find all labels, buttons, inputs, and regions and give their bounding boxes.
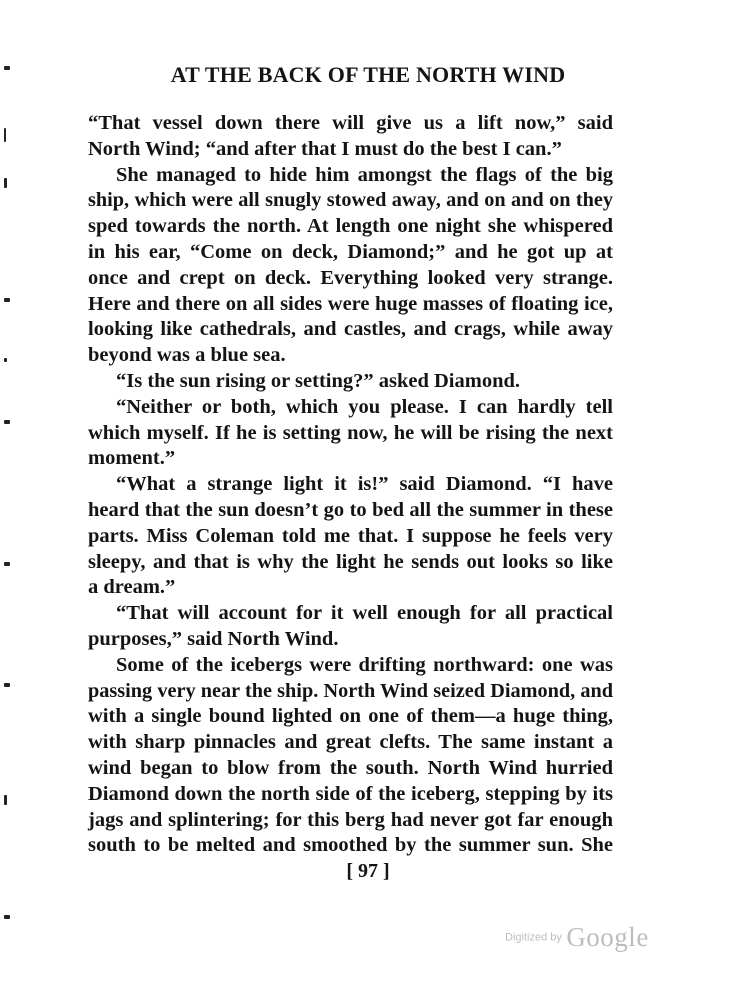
text-line: a dream.” — [88, 576, 176, 599]
text-line: “That will account for it well enough for all practical — [116, 602, 613, 625]
text-line: “That vessel down there will give us a lift now,” said — [88, 112, 613, 134]
text-line: purposes,” said North Wind. — [88, 627, 339, 650]
text-line: “What a strange light it is!” said Diamond. “I have — [116, 473, 613, 496]
google-logo: Google — [566, 922, 649, 952]
text-line: jags and splintering; for this berg had never got far enough — [88, 808, 613, 831]
text-line: looking like cathedrals, and castles, and crags, while away — [88, 318, 613, 341]
text-line: heard that the sun doesn’t go to bed all the summer in these — [88, 498, 613, 521]
text-line: ship, which were all snugly stowed away, and on and on they — [88, 189, 613, 212]
body-text — [88, 111, 613, 859]
google-digitized-watermark — [505, 922, 649, 953]
text-line: wind began to blow from the south. North Wind hurried — [88, 756, 613, 779]
text-line: Here and there on all sides were huge masses of floating ice, — [88, 292, 613, 315]
text-line: Diamond down the north side of the iceberg, stepping by its — [88, 782, 613, 805]
text-line: with a single bound lighted on one of them—a huge thing, — [88, 705, 613, 728]
text-line: “Neither or both, which you please. I can hardly tell — [116, 395, 613, 418]
text-line: parts. Miss Coleman told me that. I suppose he feels very — [88, 524, 613, 547]
text-line: sleepy, and that is why the light he sends out looks so like — [88, 550, 613, 573]
watermark-prefix: Digitized by — [505, 931, 562, 944]
text-line: “Is the sun rising or setting?” asked Diamond. — [116, 369, 520, 392]
text-line: which myself. If he is setting now, he will be rising the next — [88, 421, 613, 444]
text-line: passing very near the ship. North Wind seized Diamond, and — [88, 679, 613, 702]
text-line: moment.” — [88, 447, 176, 470]
text-line: south to be melted and smoothed by the summer sun. She — [88, 834, 613, 857]
text-line: in his ear, “Come on deck, Diamond;” and he got up at — [88, 240, 613, 263]
running-header: AT THE BACK OF THE NORTH WIND — [170, 62, 566, 87]
page-number: [ 97 ] — [346, 860, 390, 882]
text-line: once and crept on deck. Everything looked very strange. — [88, 266, 613, 289]
text-line: She managed to hide him amongst the flags of the big — [116, 163, 613, 186]
text-line: North Wind; “and after that I must do the best I can.” — [88, 137, 562, 160]
text-line: with sharp pinnacles and great clefts. The same instant a — [88, 731, 613, 754]
text-line: Some of the icebergs were drifting northward: one was — [116, 653, 613, 676]
text-line: beyond was a blue sea. — [88, 344, 286, 367]
text-line: sped towards the north. At length one night she whispered — [88, 215, 613, 238]
